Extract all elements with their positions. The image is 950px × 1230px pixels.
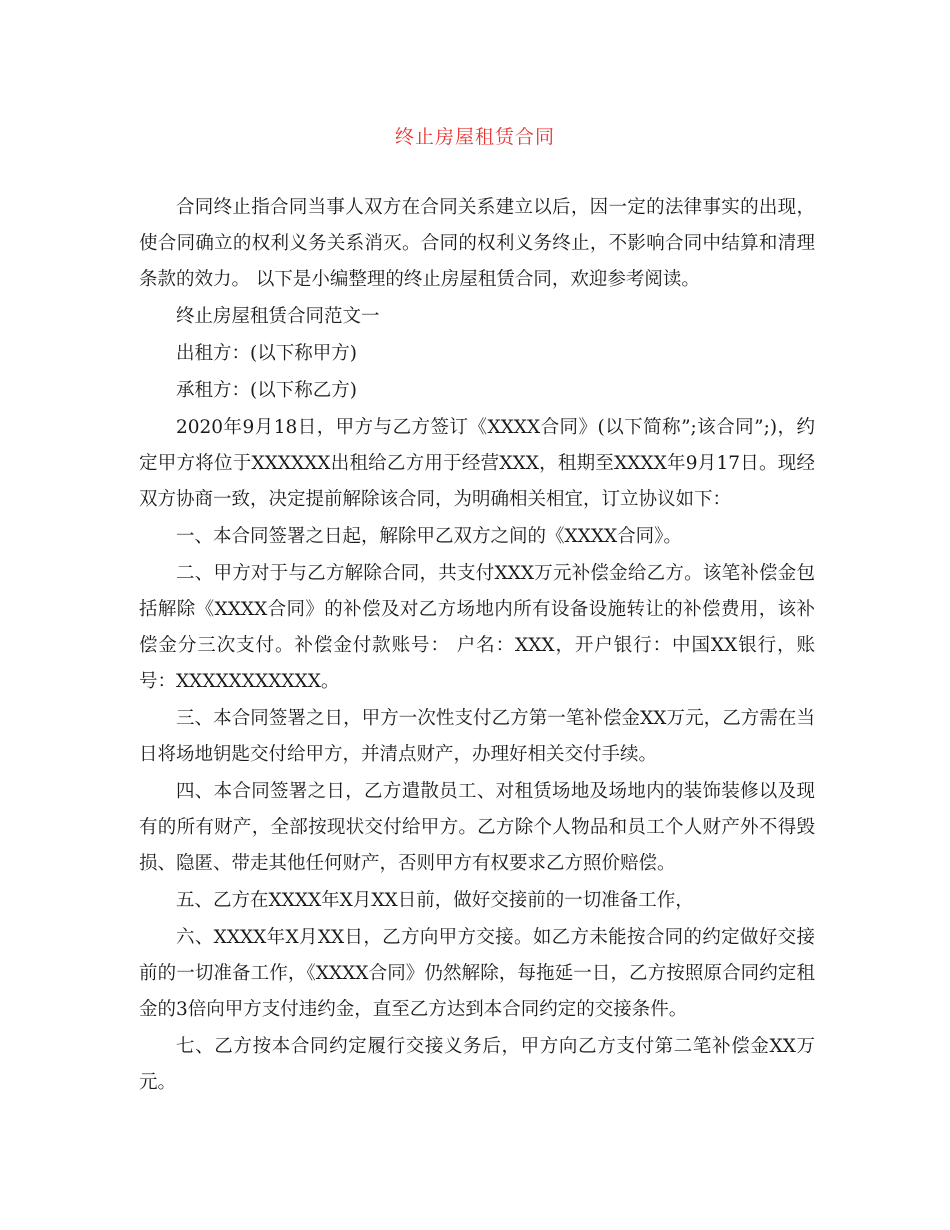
clause-7: 七、乙方按本合同约定履行交接义务后，甲方向乙方支付第二笔补偿金XX万元。 — [139, 1036, 815, 1093]
sample-heading: 终止房屋租赁合同范文一 — [176, 306, 380, 327]
intro-paragraph: 合同终止指合同当事人双方在合同关系建立以后，因一定的法律事实的出现，使合同确立的权利义务关系消灭。合同的权利义务终止，不影响合同中结算和清理条款的效力。 以下是小编整理的终止房屋租赁合同，欢迎参考阅读。 — [139, 197, 815, 290]
document-body — [139, 190, 815, 1102]
lessee-line: 承租方：(以下称乙方) — [176, 380, 357, 401]
clause-2: 二、甲方对于与乙方解除合同，共支付XXX万元补偿金给乙方。该笔补偿金包括解除《XXXX合同》的补偿及对乙方场地内所有设备设施转让的补偿费用，该补偿金分三次支付。补偿金付款账号： 户名：XXX，开户银行：中国XX银行，账号：XXXXXXXXXXX。 — [139, 563, 815, 692]
clause-6: 六、XXXX年X月XX日，乙方向甲方交接。如乙方未能按合同的约定做好交接前的一切准备工作，《XXXX合同》仍然解除，每拖延一日，乙方按照原合同约定租金的3倍向甲方支付违约金，直至乙方达到本合同约定的交接条件。 — [139, 927, 815, 1020]
clause-1: 一、本合同签署之日起，解除甲乙双方之间的《XXXX合同》。 — [176, 526, 682, 547]
clause-3: 三、本合同签署之日，甲方一次性支付乙方第一笔补偿金XX万元，乙方需在当日将场地钥匙交付给甲方，并清点财产，办理好相关交付手续。 — [139, 708, 815, 765]
clause-4: 四、本合同签署之日，乙方遣散员工、对租赁场地及场地内的装饰装修以及现有的所有财产，全部按现状交付给甲方。乙方除个人物品和员工个人财产外不得毁损、隐匿、带走其他任何财产，否则甲方有权要求乙方照价赔偿。 — [139, 781, 815, 874]
preamble-paragraph: 2020年9月18日，甲方与乙方签订《XXXX合同》(以下简称”;该合同”;)，约定甲方将位于XXXXXX出租给乙方用于经营XXX，租期至XXXX年9月17日。现经双方协商一致，决定提前解除该合同，为明确相关相宜，订立协议如下： — [139, 417, 815, 510]
document-title: 终止房屋租赁合同 — [394, 126, 555, 148]
clause-5: 五、乙方在XXXX年X月XX日前，做好交接前的一切准备工作， — [176, 890, 694, 911]
lessor-line: 出租方：(以下称甲方) — [176, 343, 357, 364]
